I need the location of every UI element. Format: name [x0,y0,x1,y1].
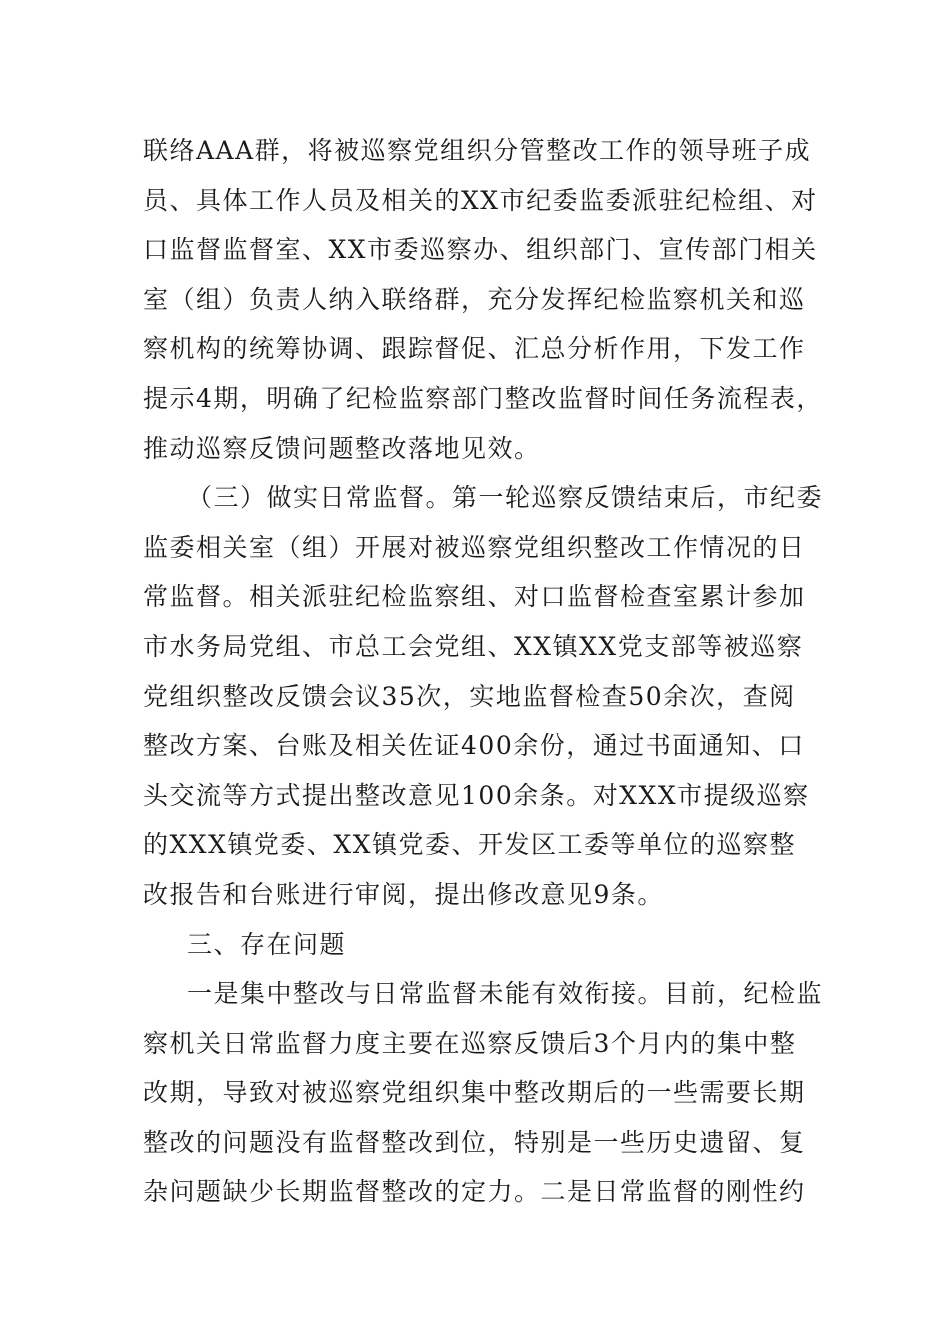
text-line: 推动巡察反馈问题整改落地见效。 [143,433,541,463]
text-line: 口监督监督室、XX市委巡察办、组织部门、宣传部门相关 [143,235,818,265]
text-line: （三）做实日常监督。第一轮巡察反馈结束后，市纪委 [187,483,824,513]
text-line: 监委相关室（组）开展对被巡察党组织整改工作情况的日 [143,532,806,562]
text-line: 一是集中整改与日常监督未能有效衔接。目前，纪检监 [187,979,824,1009]
text-line: 杂问题缺少长期监督整改的定力。二是日常监督的刚性约 [143,1177,806,1207]
text-line: 改报告和台账进行审阅，提出修改意见9条。 [143,879,664,909]
text-line: 室（组）负责人纳入联络群，充分发挥纪检监察机关和巡 [143,284,806,314]
text-line: 提示4期，明确了纪检监察部门整改监督时间任务流程表， [143,383,823,413]
document-body [143,126,823,1217]
text-line: 员、具体工作人员及相关的XX市纪委监委派驻纪检组、对 [143,185,818,215]
text-line: 三、存在问题 [187,929,347,959]
text-line: 党组织整改反馈会议35次，实地监督检查50余次，查阅 [143,681,796,711]
text-line: 整改的问题没有监督整改到位，特别是一些历史遗留、复 [143,1127,806,1157]
text-line: 察机关日常监督力度主要在巡察反馈后3个月内的集中整 [143,1028,797,1058]
text-line: 整改方案、台账及相关佐证400余份，通过书面通知、口 [143,731,805,761]
text-line: 的XXX镇党委、XX镇党委、开发区工委等单位的巡察整 [143,830,796,860]
text-line: 察机构的统筹协调、跟踪督促、汇总分析作用，下发工作 [143,334,806,364]
text-line: 头交流等方式提出整改意见100余条。对XXX市提级巡察 [143,780,810,810]
text-line: 常监督。相关派驻纪检监察组、对口监督检查室累计参加 [143,582,806,612]
text-line: 改期，导致对被巡察党组织集中整改期后的一些需要长期 [143,1078,806,1108]
text-line: 市水务局党组、市总工会党组、XX镇XX党支部等被巡察 [143,631,804,661]
text-line: 联络AAA群，将被巡察党组织分管整改工作的领导班子成 [143,136,812,165]
